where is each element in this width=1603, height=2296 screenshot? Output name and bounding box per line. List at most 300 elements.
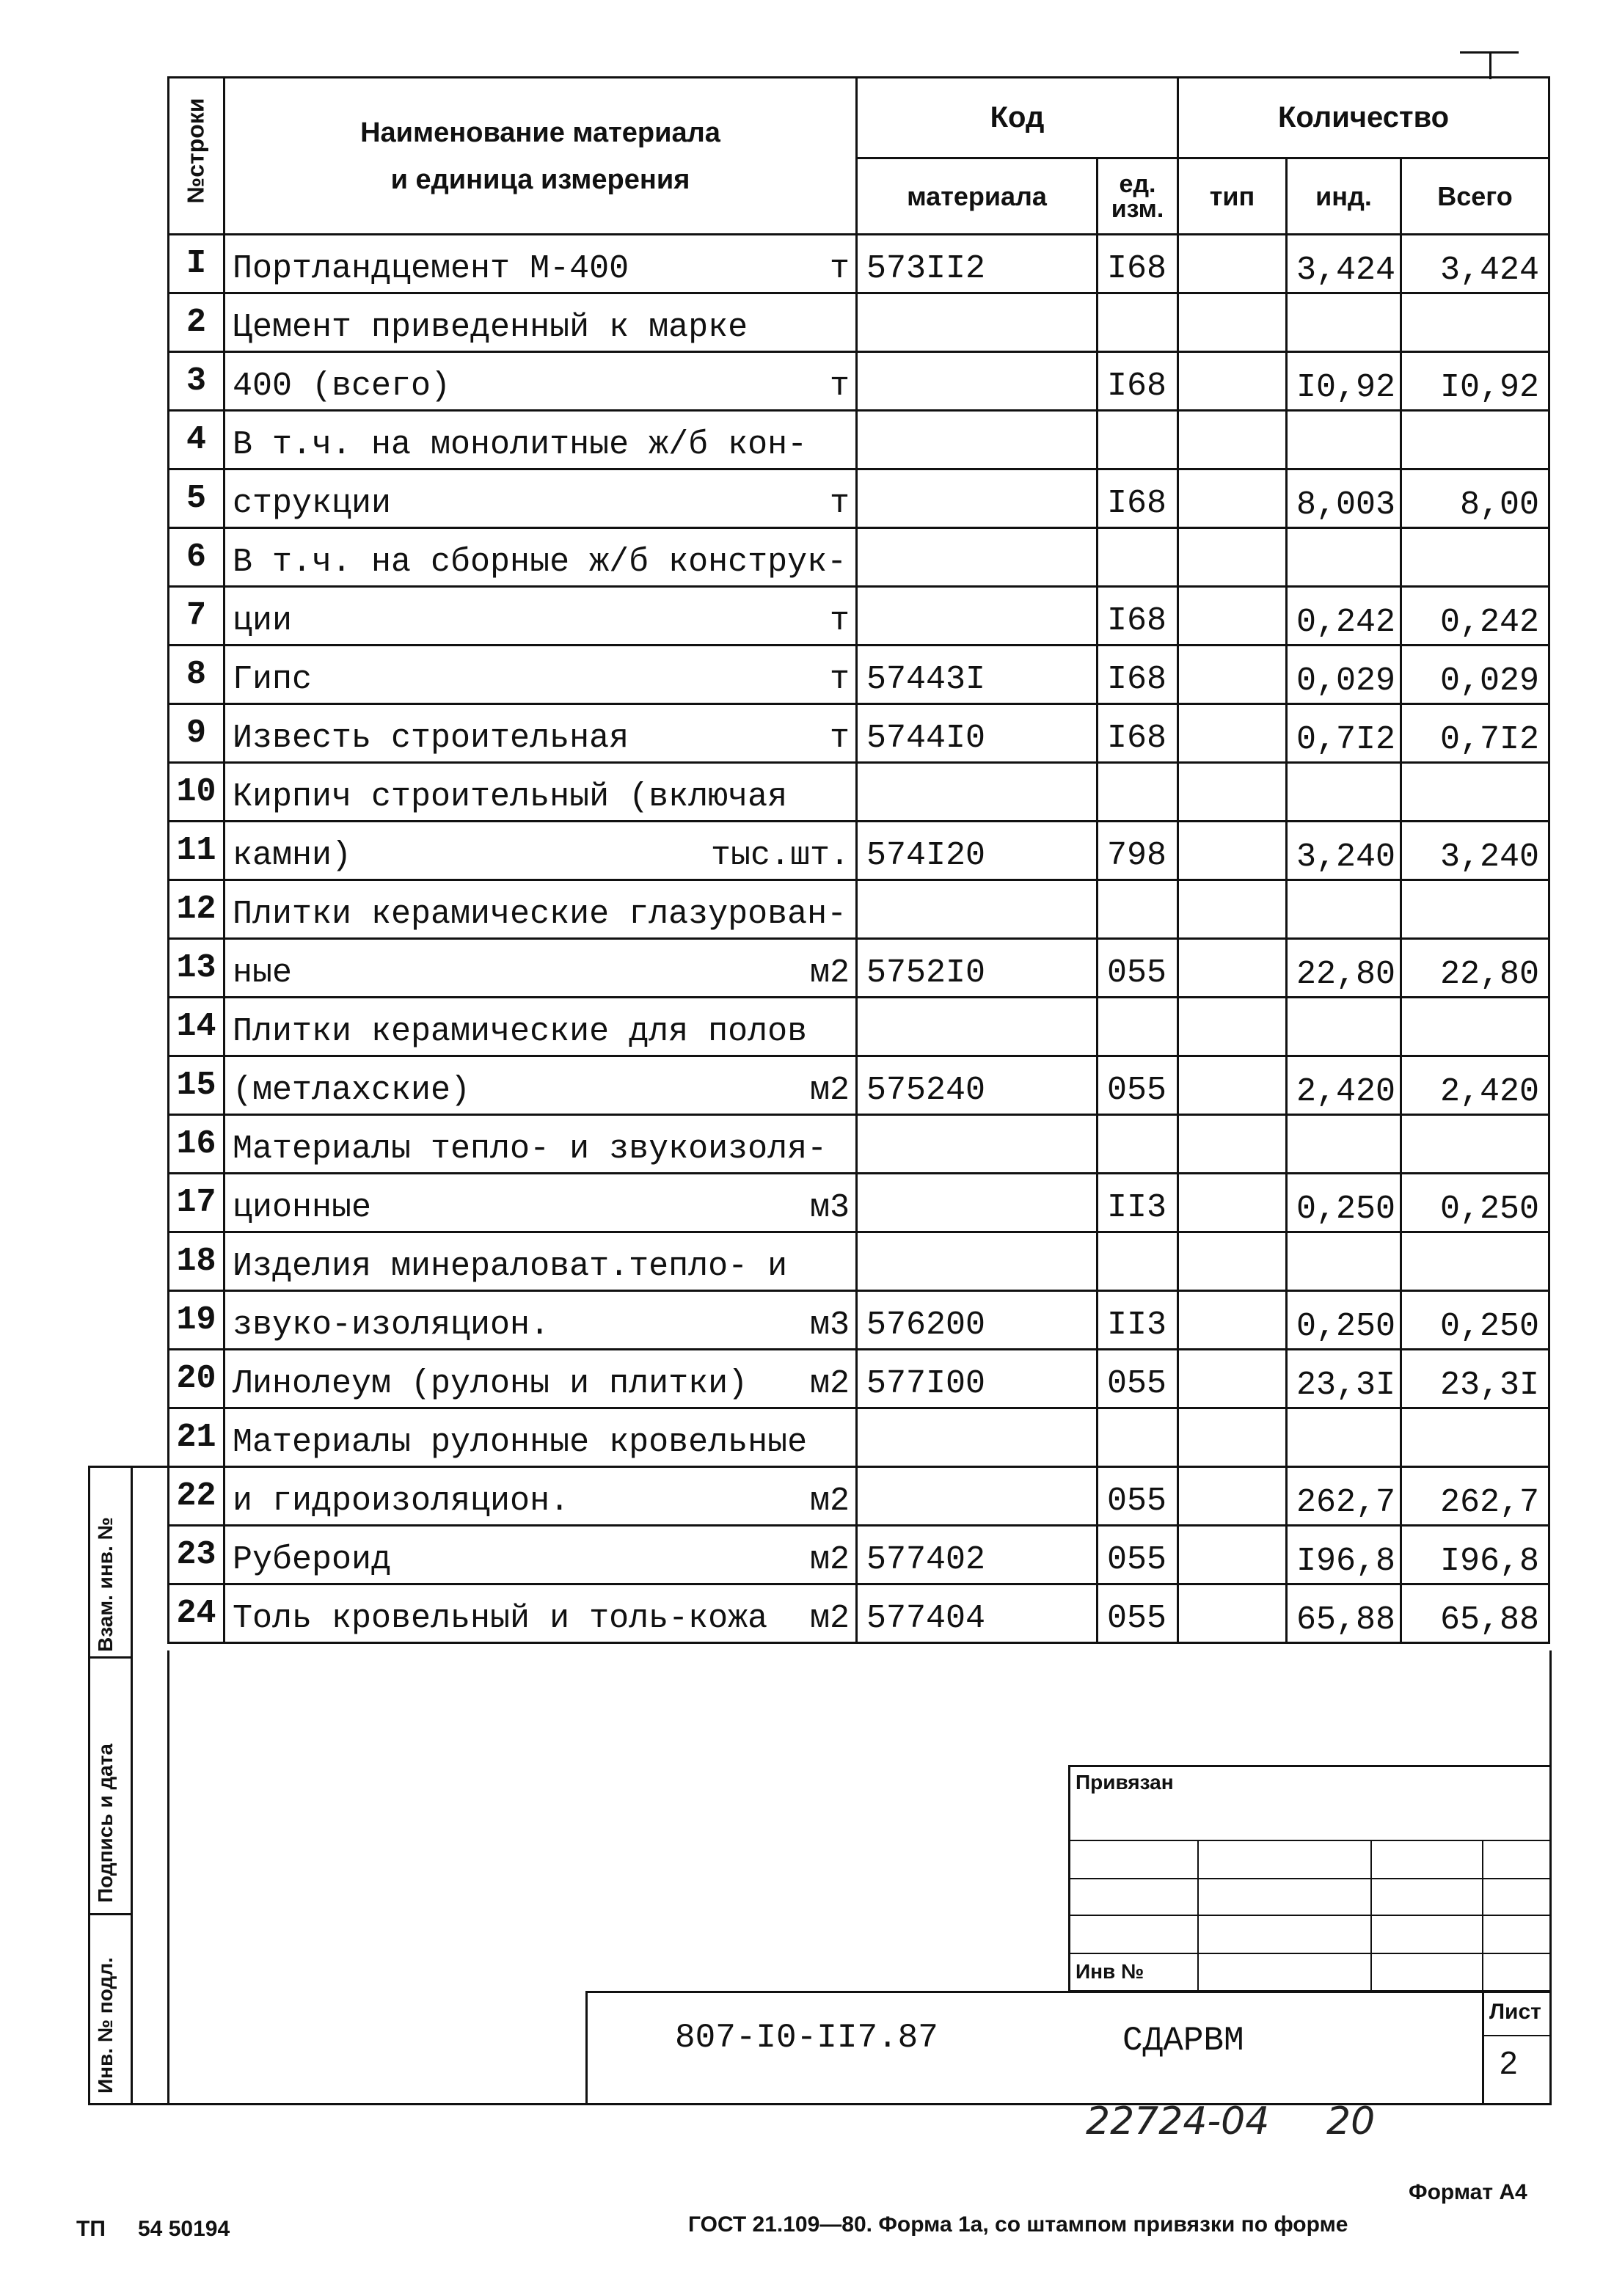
footer-left-code: ТП: [76, 2217, 106, 2241]
qty-total-cell: [1401, 646, 1549, 704]
material-name-cell: [224, 1056, 857, 1115]
side-label-sign-date: Подпись и дата: [94, 1744, 117, 1903]
material-name: Кирпич строительный (включая: [233, 778, 788, 816]
table-row: [169, 1291, 1549, 1350]
qty-total-cell: [1401, 352, 1549, 411]
sheet-label: Лист: [1489, 2000, 1541, 2024]
unit-code-cell: [1098, 411, 1178, 469]
material-name: Материалы рулонные кровельные: [233, 1424, 808, 1461]
material-code: [866, 464, 1096, 468]
qty-total-cell: [1401, 1115, 1549, 1174]
table-row: [169, 939, 1549, 998]
unit-code-cell: [1098, 646, 1178, 704]
unit-code: II3: [1107, 1189, 1167, 1226]
material-code-cell: [857, 293, 1098, 352]
side-border-outer: [88, 1466, 90, 2105]
material-name-cell: [224, 528, 857, 587]
unit-code: [1107, 464, 1177, 468]
qty-type-cell: [1178, 763, 1287, 822]
qty-type-cell: [1178, 939, 1287, 998]
qty-total-cell: [1401, 1232, 1549, 1291]
material-code: 576200: [866, 1306, 986, 1344]
header-name: [224, 78, 857, 235]
qty-total: [1402, 465, 1548, 468]
material-name: В т.ч. на сборные ж/б конструк-: [233, 544, 847, 581]
table-row: [169, 587, 1549, 646]
header-name-line1: Наименование материала: [360, 117, 720, 148]
unit-code: I68: [1107, 720, 1167, 757]
doc-code: 807-I0-II7.87: [675, 2019, 938, 2057]
unit-code-cell: [1098, 352, 1178, 411]
material-name-cell: [224, 763, 857, 822]
side-border-top: [88, 1466, 169, 1468]
material-name: (метлахские): [233, 1072, 471, 1109]
qty-ind-cell: [1287, 1291, 1401, 1350]
unit-code-cell: [1098, 1056, 1178, 1115]
qty-total-cell: [1401, 704, 1549, 763]
doc-mark: СДАРВМ: [1122, 2022, 1244, 2060]
row-number-cell: 2: [169, 293, 224, 352]
material-code-cell: [857, 880, 1098, 939]
qty-ind: 2,420: [1296, 1073, 1396, 1111]
table-row: [169, 235, 1549, 293]
material-name: Толь кровельный и толь-кожа: [233, 1600, 768, 1637]
footer-gost: ГОСТ 21.109—80. Форма 1а, со штампом привязки по форме: [688, 2212, 1348, 2237]
binding-line-1: [1068, 1840, 1552, 1841]
material-name-cell: [224, 704, 857, 763]
qty-ind: 3,240: [1296, 838, 1396, 876]
material-name-cell: [224, 1584, 857, 1643]
qty-type-cell: [1178, 822, 1287, 880]
unit-code: 798: [1107, 837, 1167, 874]
row-number-cell: 4: [169, 411, 224, 469]
material-code: 577I00: [866, 1365, 986, 1403]
material-name-cell: [224, 352, 857, 411]
side-border-inner: [131, 1466, 133, 2105]
footer-format: Формат А4: [1409, 2180, 1527, 2204]
qty-type-cell: [1178, 235, 1287, 293]
qty-ind-cell: [1287, 646, 1401, 704]
material-code-cell: [857, 1174, 1098, 1232]
table-row: [169, 822, 1549, 880]
material-name: и гидроизоляцион.: [233, 1482, 570, 1520]
qty-total-cell: [1401, 528, 1549, 587]
qty-type-cell: [1178, 704, 1287, 763]
material-code-cell: [857, 646, 1098, 704]
material-name-cell: [224, 293, 857, 352]
table-row: [169, 1350, 1549, 1408]
qty-total-cell: [1401, 822, 1549, 880]
table-row: [169, 1174, 1549, 1232]
qty-type-cell: [1178, 352, 1287, 411]
qty-ind-cell: [1287, 587, 1401, 646]
qty-total-cell: [1401, 880, 1549, 939]
unit-code-cell: [1098, 1291, 1178, 1350]
material-code: 5744I0: [866, 720, 986, 757]
materials-table-body: [169, 235, 1549, 1643]
qty-total: 0,7I2: [1439, 721, 1539, 758]
material-name-cell: [224, 469, 857, 528]
material-code: 573II2: [866, 250, 986, 288]
table-row: [169, 880, 1549, 939]
material-code: 574I20: [866, 837, 986, 874]
table-row: [169, 352, 1549, 411]
header-qty-type: тип: [1178, 158, 1287, 235]
qty-ind: [1288, 1287, 1400, 1290]
material-code: [866, 581, 1096, 585]
material-code-cell: [857, 1115, 1098, 1174]
qty-total-cell: [1401, 1584, 1549, 1643]
material-unit: м3: [809, 1306, 850, 1344]
qty-total: 0,029: [1439, 662, 1539, 700]
material-code-cell: [857, 704, 1098, 763]
qty-total: I96,8: [1439, 1543, 1539, 1580]
qty-ind: 0,7I2: [1296, 721, 1396, 758]
qty-ind: [1288, 1463, 1400, 1466]
table-row: [169, 293, 1549, 352]
header-row-number-text: №строки: [182, 98, 209, 204]
footer-left-number: 54 50194: [138, 2217, 230, 2241]
table-row: [169, 1056, 1549, 1115]
row-number-cell: 21: [169, 1408, 224, 1467]
qty-ind: 0,242: [1296, 604, 1396, 641]
qty-type-cell: [1178, 998, 1287, 1056]
qty-type-cell: [1178, 1291, 1287, 1350]
qty-total: 262,7: [1439, 1484, 1539, 1521]
material-code: [866, 816, 1096, 820]
binding-line-3: [1068, 1915, 1552, 1916]
row-number-cell: 20: [169, 1350, 224, 1408]
material-name: Гипс: [233, 661, 313, 698]
row-number-cell: 17: [169, 1174, 224, 1232]
unit-code: 055: [1107, 1072, 1167, 1109]
qty-ind: 8,003: [1296, 486, 1396, 524]
material-code: 575240: [866, 1072, 986, 1109]
material-code: [866, 1461, 1096, 1466]
side-label-inv-orig: Инв. № подл.: [94, 1957, 117, 2094]
qty-total-cell: [1401, 1408, 1549, 1467]
row-number-cell: 8: [169, 646, 224, 704]
row-number-cell: 9: [169, 704, 224, 763]
qty-ind: 0,250: [1296, 1191, 1396, 1228]
row-number-cell: 19: [169, 1291, 224, 1350]
qty-total: 0,250: [1439, 1191, 1539, 1228]
row-number-cell: 24: [169, 1584, 224, 1643]
binding-col-1: [1197, 1840, 1199, 1992]
material-code: 5752I0: [866, 954, 986, 992]
material-name-cell: [224, 1232, 857, 1291]
unit-code: I68: [1107, 602, 1167, 640]
qty-type-cell: [1178, 411, 1287, 469]
row-number-cell: 13: [169, 939, 224, 998]
unit-code: 055: [1107, 954, 1167, 992]
qty-ind: 65,88: [1296, 1601, 1396, 1639]
unit-code: [1107, 933, 1177, 937]
material-name-cell: [224, 411, 857, 469]
table-row: [169, 763, 1549, 822]
material-name-cell: [224, 1408, 857, 1467]
qty-ind: [1288, 1169, 1400, 1172]
material-name-cell: [224, 822, 857, 880]
material-name-cell: [224, 1115, 857, 1174]
material-unit: т: [829, 368, 850, 405]
material-name: ционные: [233, 1189, 372, 1226]
material-code-cell: [857, 528, 1098, 587]
unit-code: [1107, 1461, 1177, 1466]
row-number-cell: 11: [169, 822, 224, 880]
qty-total: [1402, 1052, 1548, 1055]
row-number-cell: 22: [169, 1467, 224, 1526]
material-name-cell: [224, 880, 857, 939]
qty-ind-cell: [1287, 939, 1401, 998]
qty-total: 22,80: [1439, 956, 1539, 993]
material-name: ные: [233, 954, 293, 992]
material-unit: м2: [809, 1600, 850, 1637]
qty-total-cell: [1401, 293, 1549, 352]
qty-total-cell: [1401, 939, 1549, 998]
table-row: [169, 646, 1549, 704]
material-code-cell: [857, 822, 1098, 880]
material-name: В т.ч. на монолитные ж/б кон-: [233, 426, 808, 464]
qty-type-cell: [1178, 1350, 1287, 1408]
header-code: Код: [857, 78, 1178, 158]
table-row: [169, 998, 1549, 1056]
unit-code-cell: [1098, 528, 1178, 587]
unit-code: I68: [1107, 661, 1167, 698]
unit-code: 055: [1107, 1541, 1167, 1579]
qty-total: [1402, 1463, 1548, 1466]
unit-code: II3: [1107, 1306, 1167, 1344]
material-name: Портландцемент М-400: [233, 250, 629, 288]
material-code: [866, 346, 1096, 351]
qty-total: 8,00: [1459, 486, 1539, 524]
qty-total: I0,92: [1439, 369, 1539, 406]
header-row-number: [169, 78, 224, 235]
row-number-cell: 15: [169, 1056, 224, 1115]
row-number-cell: 6: [169, 528, 224, 587]
qty-type-cell: [1178, 587, 1287, 646]
unit-code-cell: [1098, 1115, 1178, 1174]
material-name: Известь строительная: [233, 720, 629, 757]
row-number-cell: I: [169, 235, 224, 293]
unit-code: [1107, 581, 1177, 585]
material-unit: т: [829, 250, 850, 288]
qty-total: 2,420: [1439, 1073, 1539, 1111]
material-unit: т: [829, 720, 850, 757]
material-unit: м2: [809, 1482, 850, 1520]
title-block-sheet-divider: [1482, 1991, 1484, 2105]
qty-type-cell: [1178, 1408, 1287, 1467]
material-code-cell: [857, 1291, 1098, 1350]
material-unit: т: [829, 602, 850, 640]
title-block-sheet-line: [1482, 2035, 1552, 2036]
row-number-cell: 18: [169, 1232, 224, 1291]
qty-ind-cell: [1287, 1056, 1401, 1115]
material-name-cell: [224, 1467, 857, 1526]
unit-code: 055: [1107, 1482, 1167, 1520]
binding-line-4: [1068, 1953, 1552, 1954]
unit-code: 055: [1107, 1365, 1167, 1403]
row-number-cell: 14: [169, 998, 224, 1056]
qty-ind-cell: [1287, 235, 1401, 293]
qty-total: 3,424: [1439, 252, 1539, 289]
handwritten-number: 22724-04: [1086, 2099, 1270, 2143]
material-code-cell: [857, 469, 1098, 528]
unit-code-cell: [1098, 1467, 1178, 1526]
qty-ind-cell: [1287, 1408, 1401, 1467]
qty-ind: [1288, 817, 1400, 820]
qty-type-cell: [1178, 646, 1287, 704]
qty-type-cell: [1178, 1115, 1287, 1174]
qty-total-cell: [1401, 1174, 1549, 1232]
unit-code-cell: [1098, 939, 1178, 998]
material-code-cell: [857, 587, 1098, 646]
qty-ind: 262,7: [1296, 1484, 1396, 1521]
qty-total: [1402, 935, 1548, 937]
unit-code: 055: [1107, 1600, 1167, 1637]
material-name-cell: [224, 235, 857, 293]
material-unit: м2: [809, 954, 850, 992]
material-unit: м2: [809, 1072, 850, 1109]
unit-code-cell: [1098, 1174, 1178, 1232]
table-row: [169, 1232, 1549, 1291]
qty-total: [1402, 348, 1548, 351]
material-name-cell: [224, 1174, 857, 1232]
qty-type-cell: [1178, 1467, 1287, 1526]
qty-ind: 23,3I: [1296, 1367, 1396, 1404]
header-qty-total: Всего: [1401, 158, 1549, 235]
unit-code-cell: [1098, 1408, 1178, 1467]
qty-total-cell: [1401, 1526, 1549, 1584]
qty-ind-cell: [1287, 411, 1401, 469]
handwritten-page: 20: [1326, 2099, 1376, 2143]
material-code: 577402: [866, 1541, 986, 1579]
unit-code-cell: [1098, 880, 1178, 939]
corner-mark-v: [1489, 51, 1491, 79]
unit-code-cell: [1098, 822, 1178, 880]
qty-type-cell: [1178, 469, 1287, 528]
qty-total: 3,240: [1439, 838, 1539, 876]
row-number-cell: 5: [169, 469, 224, 528]
qty-ind: 0,250: [1296, 1308, 1396, 1345]
qty-ind: [1288, 348, 1400, 351]
qty-type-cell: [1178, 1584, 1287, 1643]
qty-type-cell: [1178, 293, 1287, 352]
material-code-cell: [857, 235, 1098, 293]
qty-ind: 22,80: [1296, 956, 1396, 993]
material-name-cell: [224, 587, 857, 646]
row-number-cell: 10: [169, 763, 224, 822]
material-name: Изделия минераловат.тепло- и: [233, 1248, 788, 1285]
row-number-cell: 16: [169, 1115, 224, 1174]
unit-code-cell: [1098, 1526, 1178, 1584]
material-name-cell: [224, 1526, 857, 1584]
unit-code-cell: [1098, 293, 1178, 352]
material-name: звуко-изоляцион.: [233, 1306, 550, 1344]
qty-total-cell: [1401, 469, 1549, 528]
qty-total: 65,88: [1439, 1601, 1539, 1639]
qty-ind-cell: [1287, 822, 1401, 880]
table-row: [169, 1526, 1549, 1584]
qty-ind-cell: [1287, 352, 1401, 411]
material-unit: т: [829, 661, 850, 698]
unit-code-cell: [1098, 235, 1178, 293]
unit-code: [1107, 346, 1177, 351]
qty-ind-cell: [1287, 704, 1401, 763]
material-name-cell: [224, 998, 857, 1056]
qty-total: 23,3I: [1439, 1367, 1539, 1404]
qty-ind-cell: [1287, 1584, 1401, 1643]
unit-code-cell: [1098, 704, 1178, 763]
qty-ind: [1288, 582, 1400, 585]
table-row: [169, 1584, 1549, 1643]
material-code: [866, 522, 1096, 527]
material-code: [866, 1520, 1096, 1524]
qty-type-cell: [1178, 1232, 1287, 1291]
qty-ind: 0,029: [1296, 662, 1396, 700]
qty-total-cell: [1401, 235, 1549, 293]
table-row: [169, 1408, 1549, 1467]
qty-total-cell: [1401, 411, 1549, 469]
binding-stamp-label: Привязан: [1076, 1771, 1174, 1794]
material-name: ции: [233, 602, 293, 640]
unit-code: [1107, 1168, 1177, 1172]
material-code: [866, 1050, 1096, 1055]
qty-ind: I0,92: [1296, 369, 1396, 406]
material-code-cell: [857, 763, 1098, 822]
side-divider-2: [88, 1913, 132, 1915]
header-qty-ind: инд.: [1287, 158, 1401, 235]
material-name: камни): [233, 837, 352, 874]
material-code: [866, 1285, 1096, 1290]
material-name: Материалы тепло- и звукоизоля-: [233, 1130, 828, 1168]
row-number-cell: 12: [169, 880, 224, 939]
binding-inv-label: Инв №: [1076, 1960, 1144, 1983]
qty-ind-cell: [1287, 1115, 1401, 1174]
unit-code: [1107, 1050, 1177, 1055]
qty-ind-cell: [1287, 469, 1401, 528]
qty-type-cell: [1178, 1526, 1287, 1584]
qty-ind: I96,8: [1296, 1543, 1396, 1580]
unit-code: I68: [1107, 485, 1167, 522]
material-name: Плитки керамические глазурован-: [233, 896, 847, 933]
material-code: 577404: [866, 1600, 986, 1637]
unit-code-cell: [1098, 1232, 1178, 1291]
material-code: [866, 1226, 1096, 1231]
qty-total-cell: [1401, 998, 1549, 1056]
qty-ind-cell: [1287, 1350, 1401, 1408]
material-name-cell: [224, 646, 857, 704]
material-name-cell: [224, 939, 857, 998]
qty-ind: [1288, 935, 1400, 937]
material-unit: т: [829, 485, 850, 522]
material-unit: тыс.шт.: [710, 837, 850, 874]
unit-code-cell: [1098, 587, 1178, 646]
qty-ind-cell: [1287, 880, 1401, 939]
qty-total: 0,242: [1439, 604, 1539, 641]
qty-ind: [1288, 465, 1400, 468]
qty-total-cell: [1401, 1056, 1549, 1115]
material-name: Цемент приведенный к марке: [233, 309, 748, 346]
row-number-cell: 3: [169, 352, 224, 411]
material-code-cell: [857, 352, 1098, 411]
material-code-cell: [857, 998, 1098, 1056]
qty-total: [1402, 582, 1548, 585]
table-row: [169, 1467, 1549, 1526]
material-code-cell: [857, 1584, 1098, 1643]
binding-col-2: [1370, 1840, 1372, 1992]
qty-total-cell: [1401, 1291, 1549, 1350]
